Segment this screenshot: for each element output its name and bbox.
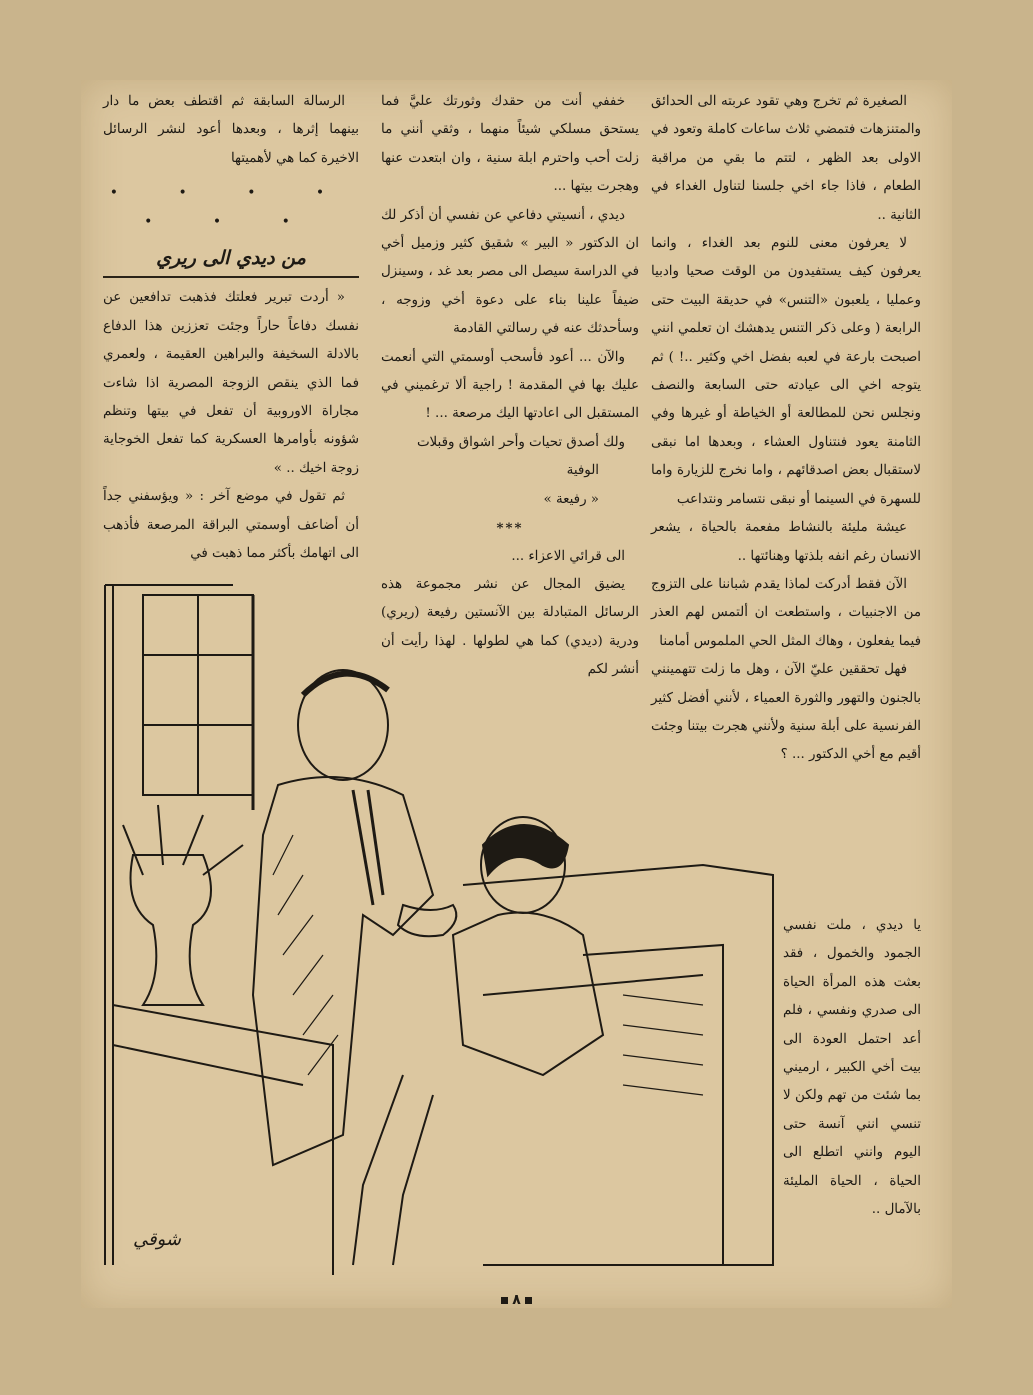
artist-signature: شوقي	[133, 1229, 181, 1250]
illustration	[103, 575, 783, 1275]
editor-heading: الى قرائي الاعزاء ...	[511, 548, 625, 564]
page-number-row	[81, 1292, 952, 1308]
article-paragraph: عيشة مليئة بالنشاط مفعمة بالحياة ، يشعر الانسان رغم انفه بلذتها وهنائتها ..	[651, 520, 921, 564]
letter-signature	[381, 457, 639, 485]
editor-paragraph: يضيق المجال عن نشر مجموعة هذه الرسائل المتبادلة بين الآنستين رفيعة (ريري) ودرية (ديدي) كما هي لطولها . لهذا رأيت أن أنشر لكم	[381, 576, 639, 678]
article-paragraph: ثم تقول في موضع آخر : « ويؤسفني جداً أن أضاعف أوسمتي البراقة المرصعة فأذهب الى اتهامك بأكثر مما ذهبت في	[103, 489, 359, 562]
article-paragraph: خففي أنت من حقدك وثورتك عليَّ فما يستحق مسلكي شيئاً منهما ، وثقي أنني ما زلت أحب واحترم ابلة سنية ، وان ابتعدت عنها وهجرت بيتها ...	[381, 94, 639, 195]
vase	[131, 855, 212, 1005]
sofa	[463, 865, 773, 1265]
man-suit	[253, 777, 433, 1165]
signature-name: « رفيعة »	[543, 491, 599, 507]
right-column-lower	[783, 912, 921, 1224]
article-paragraph: يا ديدي ، ملت نفسي الجمود والخمول ، فقد بعثت هذه المرأة الحياة الى صدري ونفسي ، فلم أعد احتمل العودة الى بيت أخي الكبير ، ارميني بما شئت من تهم ولكن لا تنسي انني آنسة حتى اليوم وانني اتطلع الى الحياة ، الحياة المليئة بالآمال ..	[783, 918, 921, 1218]
page-number: ٨	[512, 1292, 521, 1308]
magazine-page	[81, 80, 952, 1308]
dot-separator: • • • • • • •	[109, 185, 353, 230]
square-ornament-icon	[525, 1297, 532, 1304]
article-paragraph: ولك أصدق تحيات وأحر اشواق وقبلات	[416, 434, 625, 450]
article-paragraph: ديدي ، أنسيتي دفاعي عن نفسي أن أذكر لك ان الدكتور « البير » شقيق كثير وزميل أخي في الدراسة سيصل الى مصر بعد غد ، وسينزل ضيفاً علينا بناء على دعوة أخي وزوجه ، وسأحدثك عنه في رسالتي القادمة	[381, 207, 639, 337]
square-ornament-icon	[501, 1297, 508, 1304]
section-heading: من ديدي الى ريري	[103, 244, 359, 278]
article-paragraph: الصغيرة ثم تخرج وهي تقود عربته الى الحدائق والمتنزهات فتمضي ثلاث ساعات كاملة وتعود في الاولى بعد الظهر ، لتتم ما بقي من مراقبة الطعام ، فاذا جاء اخي جلسنا لتناول الغداء في الثانية ..	[651, 94, 921, 223]
article-paragraph: والآن ... أعود فأسحب أوسمتي التي أنعمت عليك بها في المقدمة ! راجية ألا ترغميني في المستقبل الى اعادتها اليك مرصعة ... !	[381, 349, 639, 422]
section-separator: ***	[496, 520, 524, 537]
article-paragraph: لا يعرفون معنى للنوم بعد الغداء ، وانما يعرفون كيف يستفيدون من الوقت صحيا وادبيا وعمليا ، يلعبون «التنس» في حديقة البيت حتى الرابعة ( وعلى ذكر التنس يدهشك ان تعلمي انني اصبحت بارعة في لعبه بفضل اخي وكثير ..! ) ثم يتوجه اخي الى عيادته حتى السابعة والنصف ونجلس نحن للمطالعة أو الخياطة أو غيرها وفي الثامنة يعود فنتناول العشاء ، وبعدها اما نبقى لاستقبال بعض اصدقائهم ، واما نخرج للزيارة واما للسهرة في السينما أو نبقى نتسامر ونتداعب	[651, 236, 921, 507]
article-paragraph: « أردت تبرير فعلتك فذهبت تدافعين عن نفسك دفاعاً حاراً وجئت تعززين هذا الدفاع بالادلة السخيفة والبراهين العقيمة ، ولعمري فما الذي ينقص الزوجة المصرية اذا شاءت مجاراة الاوروبية أن تفعل في بيتها وتنظم شؤونه بأوامرها العسكرية كما تفعل الخوجاية زوجة اخيك .. »	[103, 290, 359, 476]
article-paragraph: الرسالة السابقة ثم اقتطف بعض ما دار بينهما إثرها ، وبعدها أعود لنشر الرسائل الاخيرة كما هي لأهميتها	[103, 94, 359, 166]
article-paragraph: فهل تحققين عليّ الآن ، وهل ما زلت تتهمينني بالجنون والتهور والثورة العمياء ، لأنني أفضل كثير الفرنسية على أبلة سنية ولأنني هجرت بيتنا وجئت أقيم مع أخي الدكتور ... ؟	[651, 662, 921, 763]
woman-dress	[453, 913, 603, 1076]
signature-word: الوفية	[566, 463, 599, 479]
article-paragraph: الآن فقط أدركت لماذا يقدم شباننا على التزوج من الاجنبيات ، واستطعت ان ألتمس لهم العذر فيما يفعلون ، وهاك المثل الحي الملموس أمامنا	[651, 576, 921, 649]
left-column	[103, 88, 359, 569]
